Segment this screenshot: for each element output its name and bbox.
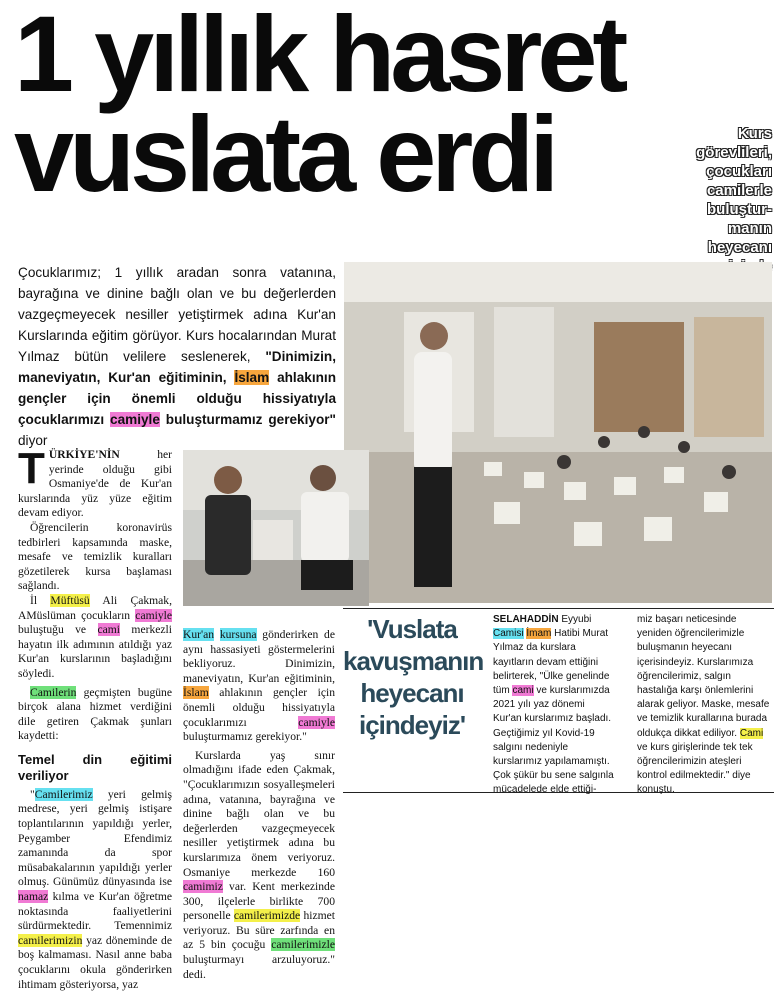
lead-quote-part: "Dinimizin, maneviyatın, Kur'an eğitiminin, xyxy=(18,349,336,385)
highlight-kuran: Kur'an xyxy=(183,628,215,641)
article-column-2 xyxy=(183,628,335,982)
paragraph-text: İl xyxy=(30,593,51,607)
lead-quote-part: ahlakının gençler için önemli olduğu hissiyatıyla çocuklarımızı xyxy=(18,370,336,427)
paragraph-text: ahlakının gençler için önemli olduğu hissiyatıyla çocuklarımızı xyxy=(183,686,335,729)
paragraph-text: ve kurs girişlerinde tek tek öğrencilerimizin ateşleri kontrol edilmektedir." diye konuştu. xyxy=(637,741,753,796)
subheading: Temel din eğitimi veriliyor xyxy=(18,751,172,783)
lead-word: SELAHADDİN xyxy=(493,614,559,625)
highlight-muftusu: Müftüsü xyxy=(50,593,90,607)
paragraph xyxy=(18,444,172,521)
lead-paragraph xyxy=(18,262,336,451)
kicker xyxy=(652,124,772,276)
paragraph-text: gönderirken de aynı hassasiyeti göstermelerini bekliyoruz. Dinimizin, maneviyatın, Kur'an eğitiminin, xyxy=(183,628,335,685)
paragraph-text: Hatibi Murat Yılmaz da kurslara kayıtların devam ettiğini belirterek, "Ülke genelinde tüm xyxy=(493,628,610,697)
pull-quote xyxy=(343,613,484,741)
pull-quote-line: kavuşmanın xyxy=(343,646,484,676)
paragraph-text: Ali Çakmak, AMüslüman çocukların xyxy=(18,593,172,622)
classroom-photo-illustration xyxy=(344,262,772,603)
pull-quote-line: heyecanı xyxy=(360,678,464,708)
kicker-line: Kurs xyxy=(737,125,772,142)
paragraph-text: Kurslarda yaş sınır olmadığını ifade eden Çakmak, "Çocuklarımızın sosyalleşmeleri adına, vatanına, bayrağına ve dinine bağlı olan ve bu değerlerden vazgeçmeyecek nesiller yetiştirmek adına bu kurslarımıza önem veriyoruz. Osmaniye merkezde 160 xyxy=(183,748,335,879)
paragraph xyxy=(183,628,335,745)
highlight-kursuna: kursuna xyxy=(219,628,257,641)
paragraph xyxy=(18,686,172,744)
kicker-line: görevlileri, xyxy=(696,144,772,161)
highlight-islam: İslam xyxy=(234,370,270,385)
highlight-camilerimizde: camilerimizde xyxy=(233,909,301,923)
paragraph-text: ve kurslarımızda 2021 yılı yaz dönemi Kur'an kurslarımız başladı. Geçtiğimiz yıl Kovid-19 salgını nedeniyle kurslarımız yapılamamıştı. Çok şükür bu sene salgınla mücadelede elde ettiği- xyxy=(493,685,614,796)
small-photo xyxy=(183,450,369,606)
paragraph xyxy=(18,594,172,682)
section-divider xyxy=(343,608,774,609)
highlight-cami: cami xyxy=(97,623,121,637)
article-column-4 xyxy=(637,613,773,798)
highlight-camiyle: camiyle xyxy=(110,412,160,427)
pull-quote-line: 'Vuslata xyxy=(367,614,457,644)
highlight-camilerimiz: Camilerimiz xyxy=(34,787,93,801)
highlight-camimiz: camimiz xyxy=(183,880,223,894)
kicker-line: heyecanı xyxy=(707,239,772,256)
paragraph-text: yeri gelmiş medrese, yeri gelmiş istişare toplantılarının yapıldığı yerler, Peygamber Efendimiz zamanında da spor müsabakalarının yapıldığı yerler olmuş. Günümüz dünyasında ise xyxy=(18,787,172,889)
kicker-line: manın xyxy=(727,220,772,237)
lead-word: ÜRKİYE'NİN xyxy=(48,448,120,461)
main-photo xyxy=(344,262,772,603)
paragraph-text xyxy=(214,628,220,641)
lead-intro: Çocuklarımız; 1 yıllık aradan sonra vatanına, bayrağına ve dinine bağlı olan ve bu değerlerden vazgeçmeyecek nesiller yetiştirmek adına Kur'an Kurslarında eğitim görüyor. Kurs hocalarından Murat Yılmaz bütün velilere seslenerek, xyxy=(18,265,336,364)
highlight-camilerimizle: camilerimizle xyxy=(271,938,335,952)
paragraph-text: geçmişten bugüne birçok alana hizmet verdiğini dile getiren Çakmak şunları kaydetti: xyxy=(18,685,172,743)
paragraph xyxy=(18,788,172,992)
paragraph-text: miz başarı neticesinde yeniden öğrencilerimizle buluşmanın heyecanı içerisindeyiz. Kurslarımıza öğrencilerimiz, salgın hastalığa karşı önlemlerini alarak geliyor. Maske, mesafe ve temizlik kurallarına burada oldukça dikkat ediliyor. xyxy=(637,614,770,739)
student-photo-illustration xyxy=(183,450,369,606)
paragraph xyxy=(183,749,335,983)
highlight-cami: cami xyxy=(512,685,534,697)
paragraph: Öğrencilerin koronavirüs tedbirleri kapsamında maske, mesafe ve temizlik kuralları gözetilerek kursa başlaması sağlandı. xyxy=(18,520,172,593)
paragraph-text: var. Kent merkezinde 300, ilçelerle birlikte 700 personelle xyxy=(183,880,335,923)
highlight-namaz: namaz xyxy=(18,890,49,904)
paragraph-text: Eyyubi xyxy=(558,614,592,625)
kicker-line: buluştur- xyxy=(707,201,772,218)
highlight-islam: İslam xyxy=(183,686,209,700)
headline-line-2: vuslata erdi xyxy=(14,93,555,214)
paragraph-text: yaz döneminde de boş kalmaması. Nasıl anne baba çocuklarını okula gönderirken ihtimam gösteriyorsa, yaz xyxy=(18,933,172,991)
paragraph-text: merkezli hayatın ilk adımının atıldığı yaz Kur'an kurslarının başladığını söyledi. xyxy=(18,623,172,680)
highlight-cami: Cami xyxy=(739,727,764,739)
article-column-1 xyxy=(18,444,172,992)
paragraph-text: kılma ve Kur'an öğretme noktasında faaliyetlerini sürdürmektedir. Temennimiz xyxy=(18,890,172,933)
article-column-3 xyxy=(493,613,615,798)
lead-quote-part: buluşturmamız gerekiyor" xyxy=(159,412,336,427)
paragraph-text: buluştuğu ve xyxy=(18,623,98,637)
pull-quote-line: içindeyiz' xyxy=(359,710,465,740)
paragraph-text: buluşturmayı arzuluyoruz." dedi. xyxy=(183,953,335,981)
highlight-camisi: Camisi xyxy=(493,628,524,640)
highlight-camiyle: camiyle xyxy=(135,608,172,622)
headline xyxy=(14,0,714,214)
paragraph-text: " xyxy=(30,787,35,801)
highlight-camilerimizin: camilerimizin xyxy=(18,933,83,947)
highlight-camiyle: camiyle xyxy=(298,715,335,729)
kicker-line: camilerle xyxy=(706,182,772,199)
headline-line-1: 1 yıllık hasret xyxy=(14,0,624,114)
highlight-imam: İmam xyxy=(526,628,552,640)
paragraph-text: buluşturmamız gerekiyor." xyxy=(183,730,307,744)
kicker-line: çocukları xyxy=(706,163,772,180)
lead-tail: diyor xyxy=(18,433,48,448)
drop-cap: T xyxy=(18,444,45,493)
highlight-camilerin: Camilerin xyxy=(30,685,77,699)
paragraph-text: her yerinde olduğu gibi Osmaniye'de de Kur'an kurslarında yüz yüze eğitim devam ediyor. xyxy=(18,448,172,520)
paragraph-text: hizmet veriyoruz. Bu süre zarfında en az 5 bin çocuğu xyxy=(183,909,335,952)
